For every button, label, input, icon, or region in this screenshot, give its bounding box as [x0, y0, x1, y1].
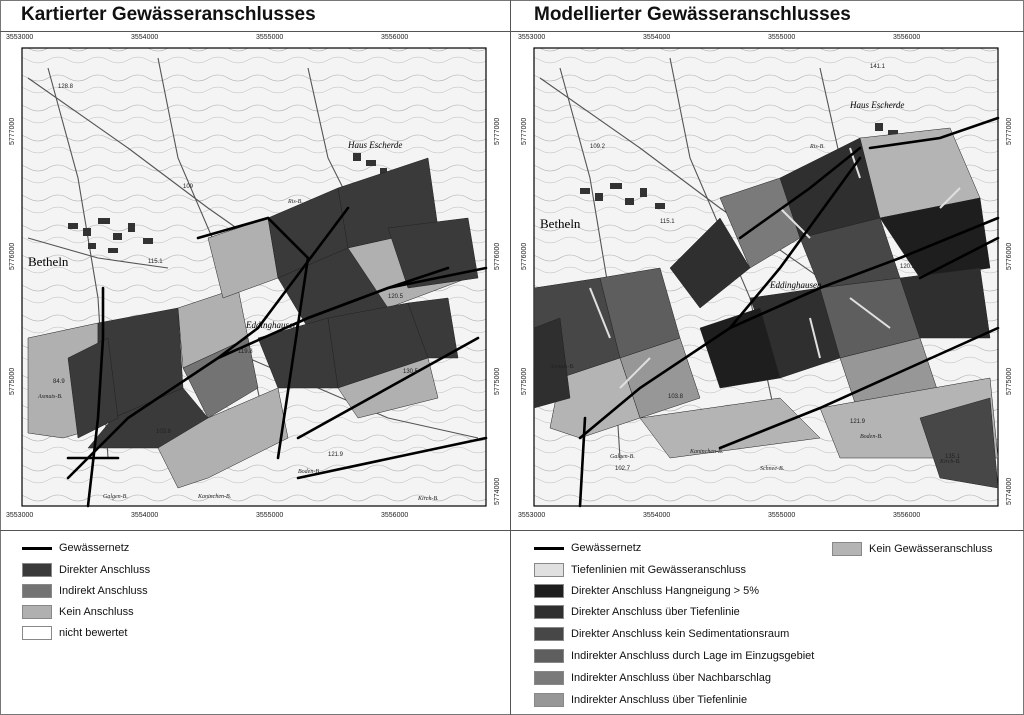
- field-name: Kirch-B.: [940, 459, 961, 465]
- y-tick: 5776000: [521, 242, 528, 270]
- x-tick-bottom: 3556000: [893, 512, 921, 519]
- y-tick: 5776000: [494, 242, 501, 270]
- legend-label: Tiefenlinien mit Gewässeranschluss: [571, 564, 747, 576]
- legend-item-no-connection: [832, 542, 993, 556]
- title-divider: [0, 31, 1024, 32]
- legend-label: Gewässernetz: [59, 542, 130, 554]
- legend-item-direct-slope: [534, 584, 759, 598]
- legend-label: Direkter Anschluss über Tiefenlinie: [571, 606, 740, 618]
- line-swatch: [22, 547, 52, 550]
- legend-item-thalweg: [534, 563, 746, 577]
- legend-label: Kein Gewässeranschluss: [869, 543, 993, 555]
- y-tick: 5777000: [494, 117, 501, 145]
- y-tick: 5777000: [9, 117, 16, 145]
- y-tick: 5775000: [521, 367, 528, 395]
- spot-height: 115.1: [148, 259, 163, 265]
- x-tick-bottom: 3553000: [518, 512, 546, 519]
- spot-height: 103.8: [668, 394, 684, 400]
- spot-height: 120.5: [900, 264, 916, 270]
- legend-label: Direkter Anschluss: [59, 564, 151, 576]
- y-tick: 5776000: [1006, 242, 1013, 270]
- legend-label: nicht bewertet: [59, 627, 128, 639]
- right-panel-title: Modellierter Gewässeranschlusses: [534, 4, 851, 25]
- y-tick: 5775000: [1006, 367, 1013, 395]
- x-tick-bottom: 3554000: [131, 512, 159, 519]
- legend-item-none: [22, 605, 134, 619]
- legend-label: Gewässernetz: [571, 542, 642, 554]
- field-name: Schnee-B.: [760, 466, 785, 472]
- x-tick-top: 3556000: [381, 34, 409, 41]
- fill-swatch: [22, 584, 52, 598]
- field-name: Kaninchen-B.: [690, 449, 724, 455]
- legend-label: Indirekter Anschluss über Nachbarschlag: [571, 672, 771, 684]
- fill-swatch: [534, 605, 564, 619]
- x-tick-bottom: 3555000: [768, 512, 796, 519]
- y-tick: 5775000: [494, 367, 501, 395]
- legend-label: Direkter Anschluss Hangneigung > 5%: [571, 585, 760, 597]
- spot-height: 102.7: [615, 466, 631, 472]
- left-map[interactable]: [8, 38, 500, 518]
- x-tick-bottom: 3556000: [381, 512, 409, 519]
- place-label-betheln: Betheln: [28, 254, 69, 269]
- field-name: Asmuts-B.: [550, 364, 575, 370]
- y-tick: 5777000: [521, 117, 528, 145]
- legend-label: Indirekt Anschluss: [59, 585, 148, 597]
- y-tick: 5777000: [1006, 117, 1013, 145]
- y-tick: 5776000: [9, 242, 16, 270]
- fill-swatch: [22, 605, 52, 619]
- fill-swatch: [534, 584, 564, 598]
- fill-swatch: [534, 671, 564, 685]
- place-label-escherde: Haus Escherde: [348, 140, 403, 150]
- field-name: Ris-B.: [288, 199, 303, 205]
- place-label-eddinghausen: Eddinghausen: [770, 280, 822, 290]
- spot-height: 121.9: [328, 452, 344, 458]
- fill-swatch: [534, 563, 564, 577]
- place-label-betheln: Betheln: [540, 216, 581, 231]
- field-name: Asmuts-B.: [38, 394, 63, 400]
- x-tick-top: 3554000: [131, 34, 159, 41]
- x-tick-top: 3553000: [6, 34, 34, 41]
- legend-item-water-network: [534, 542, 641, 554]
- x-tick-top: 3556000: [893, 34, 921, 41]
- legend-divider: [0, 530, 1024, 531]
- spot-height: 120.5: [388, 294, 404, 300]
- field-name: Galgen-B.: [610, 454, 635, 460]
- legend-label: Direkter Anschluss kein Sedimentationsraum: [571, 628, 790, 640]
- y-tick: 5775000: [9, 367, 16, 395]
- legend-item-indirect-catchment: [534, 649, 814, 663]
- x-tick-top: 3553000: [518, 34, 546, 41]
- spot-height: 130.5: [403, 369, 419, 375]
- field-name: Kirch-B.: [418, 496, 439, 502]
- legend-item-water-network: [22, 542, 129, 554]
- fill-swatch: [534, 627, 564, 641]
- legend-item-direct-nosediment: [534, 627, 789, 641]
- x-tick-bottom: 3555000: [256, 512, 284, 519]
- spot-height: 128.8: [58, 84, 74, 90]
- legend-item-indirect: [22, 584, 148, 598]
- spot-height: 135.1: [945, 454, 961, 460]
- x-tick-bottom: 3553000: [6, 512, 34, 519]
- legend-item-indirect-thalweg: [534, 693, 747, 707]
- legend-label: Indirekter Anschluss durch Lage im Einzugsgebiet: [571, 650, 815, 662]
- spot-height: 103.8: [156, 429, 172, 435]
- legend-item-not-rated: [22, 626, 127, 640]
- place-label-escherde: Haus Escherde: [850, 100, 905, 110]
- fill-swatch: [534, 693, 564, 707]
- spot-height: 141.1: [870, 64, 886, 70]
- y-tick: 5774000: [494, 477, 501, 505]
- legend-label: Kein Anschluss: [59, 606, 134, 618]
- fill-swatch: [832, 542, 862, 556]
- field-name: Boden-B.: [860, 434, 883, 440]
- legend-item-direct: [22, 563, 150, 577]
- legend-item-direct-thalweg: [534, 605, 740, 619]
- x-tick-top: 3554000: [643, 34, 671, 41]
- field-name: Kaninchen-B.: [198, 494, 232, 500]
- legend-label: Indirekter Anschluss über Tiefenlinie: [571, 694, 748, 706]
- left-panel-title: Kartierter Gewässeranschlusses: [21, 4, 316, 25]
- place-label-eddinghausen: Eddinghausen: [246, 320, 298, 330]
- spot-height: 109: [183, 184, 194, 190]
- fill-swatch: [22, 626, 52, 640]
- panel-divider: [510, 0, 511, 715]
- x-tick-top: 3555000: [768, 34, 796, 41]
- y-tick: 5774000: [1006, 477, 1013, 505]
- spot-height: 115.1: [660, 219, 675, 225]
- spot-height: 119.8: [238, 349, 253, 355]
- spot-height: 84.9: [53, 379, 65, 385]
- field-name: Boden-B.: [298, 469, 321, 475]
- fill-swatch: [22, 563, 52, 577]
- right-map[interactable]: [520, 38, 1012, 518]
- spot-height: 109.2: [590, 144, 606, 150]
- fill-swatch: [534, 649, 564, 663]
- line-swatch: [534, 547, 564, 550]
- x-tick-top: 3555000: [256, 34, 284, 41]
- field-name: Galgen-B.: [103, 494, 128, 500]
- field-name: Ris-B.: [810, 144, 825, 150]
- spot-height: 121.9: [850, 419, 866, 425]
- legend-item-indirect-neighbour: [534, 671, 771, 685]
- x-tick-bottom: 3554000: [643, 512, 671, 519]
